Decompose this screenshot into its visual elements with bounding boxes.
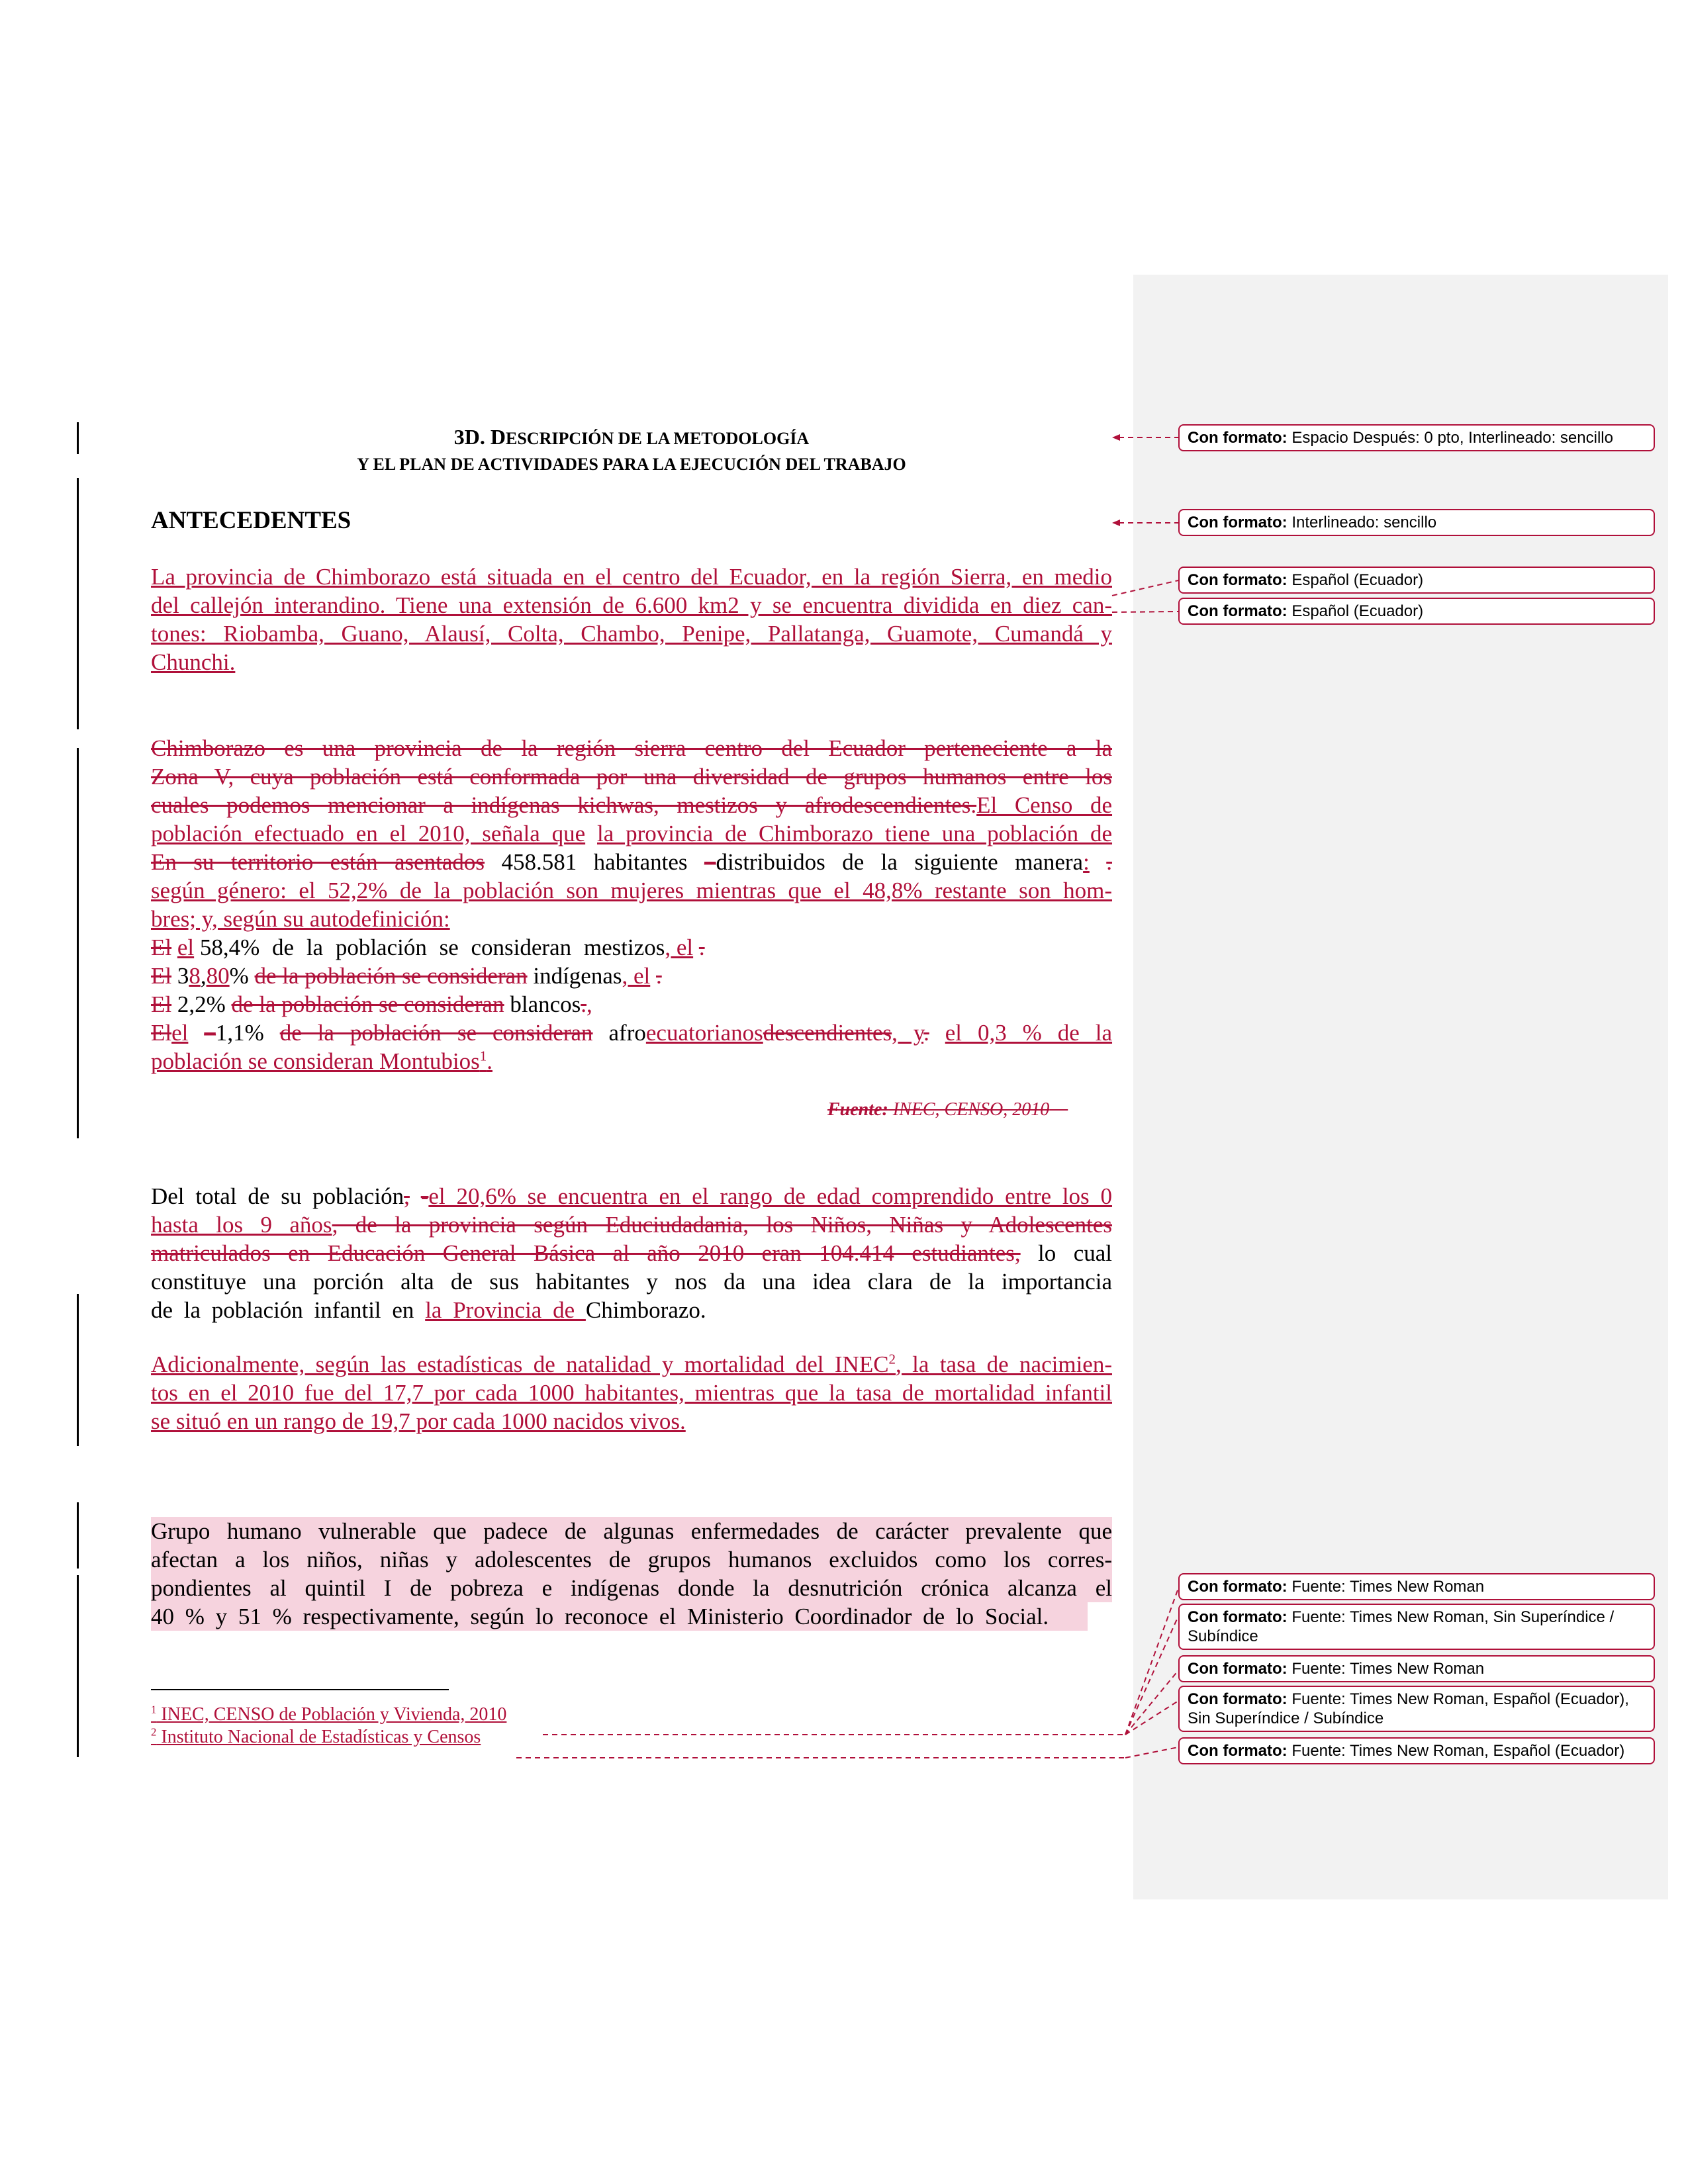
balloon-label: Con formato:: [1188, 571, 1288, 589]
format-balloon[interactable]: [1178, 1737, 1655, 1764]
inserted-text: Adicionalmente, según las estadísticas de natalidad y mortalidad del INEC: [151, 1351, 889, 1377]
format-balloon[interactable]: [1178, 567, 1655, 594]
deleted-text: El: [151, 991, 172, 1017]
format-balloon[interactable]: [1178, 509, 1655, 536]
population-count: 458.581 habitantes: [501, 849, 688, 875]
balloon-text: Espacio Después: 0 pto, Interlineado: sencillo: [1287, 429, 1613, 447]
para2-line: El el 58,4% de la población se consideran mestizos, el .: [151, 934, 705, 960]
para2-line: Chimborazo es una provincia de la región sierra centro del Ecuador perteneciente a la: [151, 735, 1112, 761]
para5-line: afectan a los niños, niñas y adolescentes de grupos humanos excluidos como los corres-: [151, 1547, 1112, 1572]
para3-line: [151, 1210, 1112, 1239]
para3-text: lo cual: [1020, 1240, 1112, 1266]
change-bar: [77, 1294, 79, 1446]
format-balloon[interactable]: [1178, 598, 1655, 625]
footnote-number: 2: [151, 1725, 157, 1739]
para2-text: afro: [608, 1020, 646, 1046]
inserted-text: el: [171, 1020, 189, 1046]
para2-line: En su territorio están asentados 458.581 habitantes –distribuidos de la siguiente manera: .: [151, 849, 1112, 875]
balloon-text: Español (Ecuador): [1287, 602, 1424, 620]
change-bar: [77, 748, 79, 1138]
para4-line: [151, 1350, 1112, 1379]
para1-line: Chunchi.: [151, 649, 236, 675]
change-bar: [77, 1575, 79, 1757]
deleted-text: de la población se consideran: [279, 1020, 593, 1046]
footnote-ref[interactable]: 2: [888, 1351, 896, 1367]
para2-text: 2,2%: [177, 991, 226, 1017]
inserted-text: el 0,3 % de la: [945, 1020, 1113, 1046]
balloon-text: Interlineado: sencillo: [1287, 514, 1437, 531]
change-bar: [77, 422, 79, 454]
balloon-label: Con formato:: [1188, 1578, 1288, 1596]
para5-line: pondientes al quintil I de pobreza e indígenas donde la desnutrición crónica alcanza el: [151, 1575, 1112, 1601]
para2-text: 1,1%: [215, 1020, 264, 1046]
format-balloon[interactable]: [1178, 424, 1655, 451]
footnote-ref[interactable]: 1: [479, 1048, 487, 1064]
deleted-text: de la población se consideran: [254, 963, 528, 989]
footnote-number: 1: [151, 1703, 157, 1716]
inserted-text: :: [1083, 849, 1090, 875]
para2-text: %: [229, 963, 249, 989]
source-label: Fuente:: [827, 1099, 888, 1120]
page-title: [151, 424, 1112, 452]
para3-text: Del total de su población: [151, 1183, 404, 1209]
balloon-label: Con formato:: [1188, 1608, 1288, 1626]
para2-line: [151, 819, 1112, 848]
para2-text: ,: [200, 963, 207, 989]
para1-line: tones: Riobamba, Guano, Alausí, Colta, Chambo, Penipe, Pallatanga, Guamote, Cumandá y: [151, 621, 1112, 647]
highlight-gap: [1088, 1602, 1112, 1631]
para2-line: El 38,80% de la población se consideran indígenas, el .: [151, 963, 662, 989]
inserted-text: el: [177, 934, 195, 960]
footnote-1: [151, 1705, 506, 1725]
para2-line: [151, 1047, 492, 1075]
inserted-text: ,: [586, 991, 592, 1017]
inserted-text: población se consideran Montubios: [151, 1048, 480, 1074]
para2-line: bres; y, según su autodefinición:: [151, 906, 450, 932]
para3-line: constituye una porción alta de sus habitantes y nos da una idea clara de la importancia: [151, 1269, 1112, 1295]
inserted-text: población efectuado en el 2010, señala que: [151, 821, 586, 846]
change-bar: [77, 1502, 79, 1569]
para4-line: se situó en un rango de 19,7 por cada 1000 nacidos vivos.: [151, 1408, 686, 1434]
para3-text: de la población infantil en: [151, 1297, 426, 1323]
balloon-text: Fuente: Times New Roman, Sin Superíndice / Subíndice: [1188, 1608, 1615, 1645]
balloon-label: Con formato:: [1188, 429, 1288, 447]
para2-text: 58,4% de la población se consideran mestizos: [199, 934, 665, 960]
para2-text: indígenas: [533, 963, 622, 989]
balloon-label: Con formato:: [1188, 514, 1288, 531]
para1-line: La provincia de Chimborazo está situada en el centro del Ecuador, en la región Sierra, en medio: [151, 564, 1112, 590]
para3-line: [151, 1239, 1112, 1267]
para2-line: según género: el 52,2% de la población son mujeres mientras que el 48,8% restante son hom-: [151, 878, 1112, 903]
format-balloon[interactable]: [1178, 1604, 1655, 1650]
balloon-label: Con formato:: [1188, 1690, 1288, 1708]
deleted-text: El: [151, 934, 172, 960]
para1-line: del callejón interandino. Tiene una extensión de 6.600 km2 y se encuentra dividida en diez can-: [151, 592, 1112, 618]
title-smallcaps: ESCRIPCIÓN DE LA METODOLOGÍA: [506, 429, 810, 448]
balloon-label: Con formato:: [1188, 602, 1288, 620]
inserted-text: , y: [892, 1020, 924, 1046]
deleted-text: matriculados en Educación General Básica al año 2010 eran 104.414 estudiantes,: [151, 1240, 1021, 1266]
title-prefix: 3D. D: [453, 425, 506, 449]
inserted-text: la provincia de Chimborazo tiene una población de: [597, 821, 1113, 846]
para2-line: Zona V, cuya población está conformada por una diversidad de grupos humanos entre los: [151, 764, 1112, 790]
inserted-text: , el: [622, 963, 651, 989]
footnote-2: [151, 1727, 481, 1747]
source-line: [827, 1099, 1068, 1121]
balloon-text: Fuente: Times New Roman, Español (Ecuador): [1287, 1742, 1625, 1760]
inserted-text: hasta los 9 años: [151, 1212, 332, 1238]
format-balloon[interactable]: [1178, 1573, 1655, 1600]
para4-line: tos en el 2010 fue del 17,7 por cada 1000 habitantes, mientras que la tasa de mortalidad infantil: [151, 1380, 1112, 1406]
inserted-text: El Censo de: [976, 792, 1113, 818]
inserted-text: el 20,6% se encuentra en el rango de edad comprendido entre los 0: [428, 1183, 1112, 1209]
inserted-text: , el: [665, 934, 694, 960]
source-text: INEC, CENSO, 2010: [888, 1099, 1050, 1120]
para3-line: [151, 1296, 706, 1324]
deleted-text: , de la provincia según Educiudadania, los Niños, Niñas y Adolescentes: [332, 1212, 1112, 1238]
inserted-text: , la tasa de nacimien-: [896, 1351, 1112, 1377]
inserted-text: 80: [206, 963, 230, 989]
deleted-text: cuales podemos mencionar a indígenas kichwas, mestizos y afrodescendientes.: [151, 792, 977, 818]
para2-line: Elel –1,1% de la población se consideran afroecuatorianosdescendientes, y. el 0,3 % de la: [151, 1020, 1113, 1046]
footnote-text: INEC, CENSO de Población y Vivienda, 2010: [156, 1704, 507, 1725]
inserted-text: 8: [189, 963, 201, 989]
footnote-separator: [151, 1689, 449, 1690]
para2-text: distribuidos de la siguiente manera: [716, 849, 1084, 875]
para2-line: El 2,2% de la población se consideran blancos.,: [151, 991, 592, 1017]
deleted-text: En su territorio están asentados: [151, 849, 485, 875]
para5-line: 40 % y 51 % respectivamente, según lo reconoce el Ministerio Coordinador de lo Social.: [151, 1604, 1049, 1629]
format-balloon[interactable]: [1178, 1686, 1655, 1732]
balloon-label: Con formato:: [1188, 1742, 1288, 1760]
deleted-text: descendientes: [763, 1020, 892, 1046]
deleted-text: de la población se consideran: [231, 991, 504, 1017]
para2-text: blancos: [510, 991, 581, 1017]
footnote-text: Instituto Nacional de Estadísticas y Censos: [156, 1727, 481, 1747]
balloon-text: Fuente: Times New Roman: [1287, 1578, 1485, 1596]
para2-text: 3: [177, 963, 189, 989]
balloon-text: Español (Ecuador): [1287, 571, 1424, 589]
inserted-text: ecuatorianos: [645, 1020, 763, 1046]
balloon-text: Fuente: Times New Roman, Español (Ecuador), Sin Superíndice / Subíndice: [1188, 1690, 1629, 1727]
format-balloon[interactable]: [1178, 1655, 1655, 1682]
deleted-text: El: [151, 963, 172, 989]
para5-line: Grupo humano vulnerable que padece de algunas enfermedades de carácter prevalente que: [151, 1518, 1112, 1544]
para2-line: [151, 791, 1112, 819]
change-bar: [77, 478, 79, 729]
inserted-text: .: [487, 1048, 492, 1074]
section-heading: ANTECEDENTES: [151, 507, 352, 534]
deleted-text: El: [151, 1020, 172, 1046]
page-subtitle: Y EL PLAN DE ACTIVIDADES PARA LA EJECUCIÓN DEL TRABAJO: [357, 455, 906, 474]
balloon-text: Fuente: Times New Roman: [1287, 1660, 1485, 1678]
para3-text: Chimborazo.: [585, 1297, 706, 1323]
inserted-text: la Provincia de: [425, 1297, 586, 1323]
balloon-label: Con formato:: [1188, 1660, 1288, 1678]
para3-line: Del total de su población, -el 20,6% se encuentra en el rango de edad comprendido entre los 0: [151, 1183, 1112, 1209]
